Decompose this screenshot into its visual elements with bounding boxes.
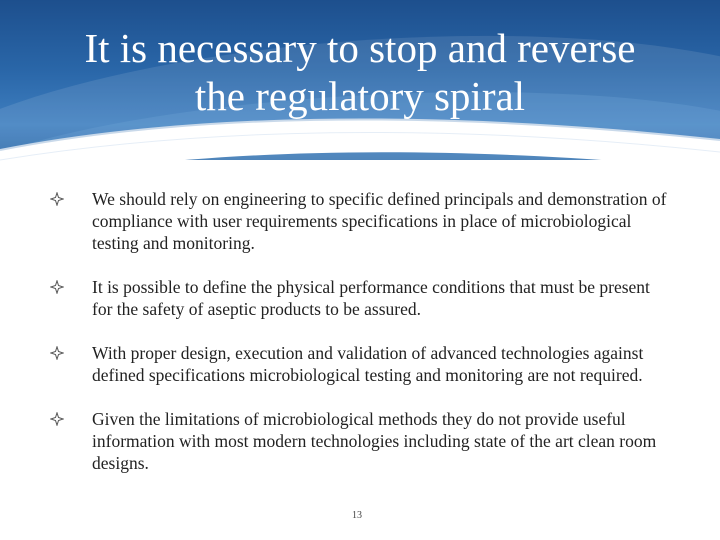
bullet-item [50,408,670,474]
bullet-text: With proper design, execution and validation of advanced technologies against defined specifications microbiological testing and monitoring are not required. [92,343,644,385]
bullet-item [50,188,670,254]
four-point-star-outline-icon [50,346,64,360]
bullet-item [50,342,670,386]
bullet-text: We should rely on engineering to specific defined principals and demonstration of compliance with user requirements specifications in place of microbiological testing and monitoring. [92,189,667,253]
bullet-list [50,188,670,496]
bullet-text: Given the limitations of microbiological methods they do not provide useful information with most modern technologies including state of the art clean room designs. [92,409,657,473]
four-point-star-outline-icon [50,192,64,206]
four-point-star-outline-icon [50,412,64,426]
four-point-star-outline-icon [50,280,64,294]
bullet-text: It is possible to define the physical performance conditions that must be present for the safety of aseptic products to be assured. [92,277,650,319]
slide-title: It is necessary to stop and reverse the regulatory spiral [84,25,636,119]
bullet-item [50,276,670,320]
page-number: 13 [352,510,362,521]
